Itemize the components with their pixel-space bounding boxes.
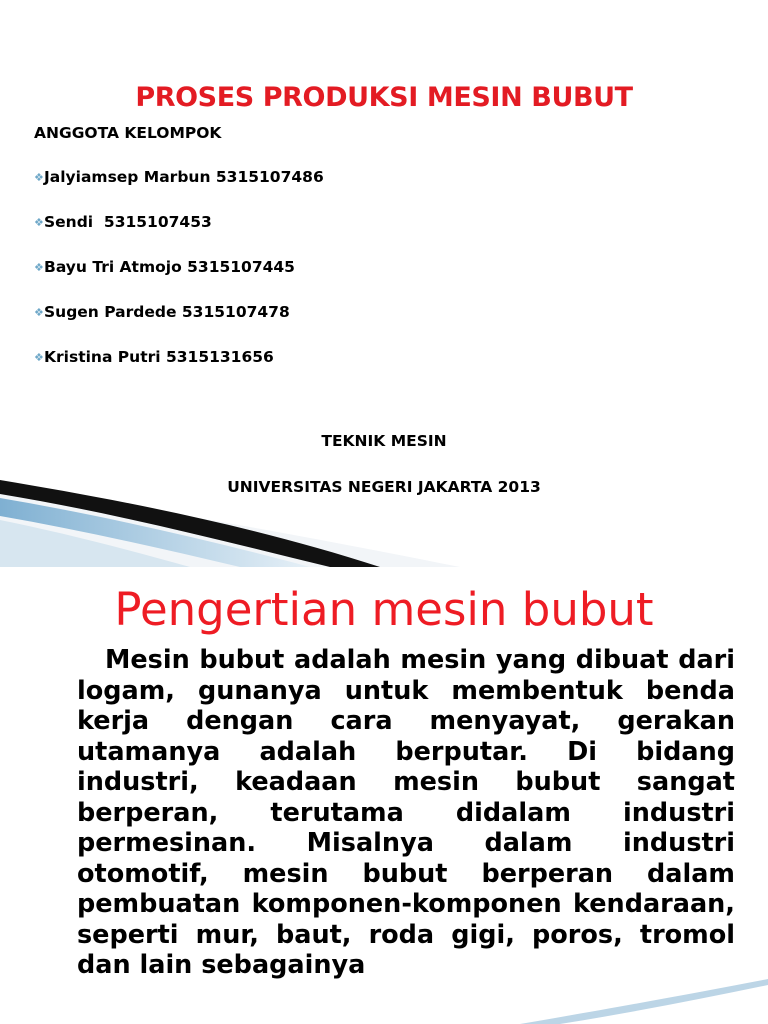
diamond-bullet-icon: ❖: [34, 306, 44, 319]
member-name: Kristina Putri 5315131656: [44, 348, 274, 366]
member-name: Sendi 5315107453: [44, 213, 212, 231]
group-members-heading: ANGGOTA KELOMPOK: [34, 124, 222, 142]
diamond-bullet-icon: ❖: [34, 171, 44, 184]
member-list: [34, 166, 324, 391]
slide-2: [0, 567, 768, 1024]
member-item: [34, 256, 324, 301]
body-paragraph: Mesin bubut adalah mesin yang dibuat dari logam, gunanya untuk membentuk benda kerja dengan cara menyayat, gerakan utamanya adalah berputar. Di bidang industri, keadaan mesin bubut sangat berperan, terutama didalam industri permesinan. Misalnya dalam industri otomotif, mesin bubut berperan dalam pembuatan komponen-komponen kendaraan, seperti mur, baut, roda gigi, poros, tromol dan lain sebagainya: [77, 645, 735, 980]
member-name: Sugen Pardede 5315107478: [44, 303, 290, 321]
slide-title: Pengertian mesin bubut: [114, 583, 654, 636]
member-item: [34, 166, 324, 211]
university-label: UNIVERSITAS NEGERI JAKARTA 2013: [227, 478, 541, 496]
member-item: [34, 346, 324, 391]
diamond-bullet-icon: ❖: [34, 261, 44, 274]
diamond-bullet-icon: ❖: [34, 351, 44, 364]
member-name: Jalyiamsep Marbun 5315107486: [44, 168, 324, 186]
member-name: Bayu Tri Atmojo 5315107445: [44, 258, 295, 276]
slide-title: PROSES PRODUKSI MESIN BUBUT: [135, 82, 633, 113]
diamond-bullet-icon: ❖: [34, 216, 44, 229]
member-item: [34, 211, 324, 256]
member-item: [34, 301, 324, 346]
department-label: TEKNIK MESIN: [321, 432, 447, 450]
